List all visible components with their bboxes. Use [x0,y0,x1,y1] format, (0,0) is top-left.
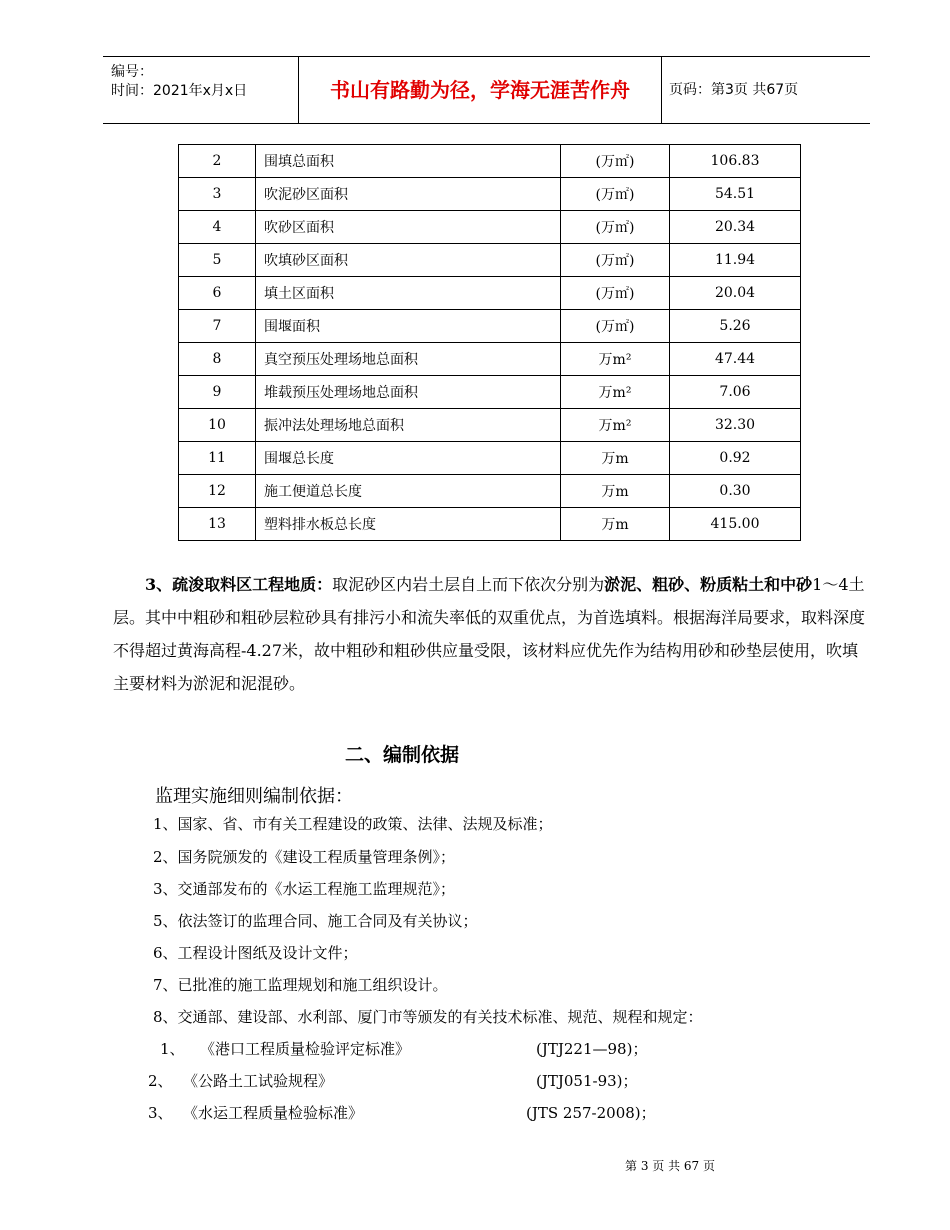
ref-title: 《水运工程质量检验标准》 [183,1104,364,1122]
row-value: 20.34 [670,211,801,244]
table-row [179,211,801,244]
row-unit: 万m [561,442,670,475]
row-value: 0.92 [670,442,801,475]
row-value: 11.94 [670,244,801,277]
area-table [178,144,801,541]
row-name: 填土区面积 [256,277,561,310]
row-name: 施工便道总长度 [256,475,561,508]
ref-code: (JTJ051-93)； [536,1072,638,1090]
ref-title: 《港口工程质量检验评定标准》 [200,1040,411,1058]
section3-text-2: 1～4土层。其中中粗砂和粗砂层粒砂具有排污小和流失率低的双重优点，为首选填料。根据海洋局要求，取料深度不得超过黄海高程-4.27米，故中粗砂和粗砂供应量受限，该材料应优先作为结构用砂和砂垫层使用，吹填主要材料为淤泥和泥混砂。 [113,575,866,693]
row-name: 真空预压处理场地总面积 [256,343,561,376]
row-number: 12 [179,475,256,508]
basis-item: 1、国家、省、市有关工程建设的政策、法律、法规及标准； [153,815,553,833]
basis-item: 2、国务院颁发的《建设工程质量管理条例》； [153,848,456,866]
page-info: 页码：第3页 共67页 [669,82,799,98]
row-unit: (万㎡) [561,310,670,343]
row-unit: 万m [561,508,670,541]
row-name: 吹填砂区面积 [256,244,561,277]
basis-item: 6、工程设计图纸及设计文件； [153,944,358,962]
row-unit: 万m² [561,409,670,442]
row-number: 7 [179,310,256,343]
row-number: 8 [179,343,256,376]
ref-no: 3、 [148,1104,173,1122]
row-unit: 万m [561,475,670,508]
row-name: 围堰面积 [256,310,561,343]
ref-no: 2、 [148,1072,173,1090]
row-name: 塑料排水板总长度 [256,508,561,541]
header-left-cell [103,57,299,123]
ref-code: (JTS 257-2008)； [526,1104,656,1122]
row-value: 20.04 [670,277,801,310]
row-value: 0.30 [670,475,801,508]
motto: 书山有路勤为径，学海无涯苦作舟 [299,57,662,123]
row-unit: (万㎡) [561,277,670,310]
number-label: 编号： [111,64,153,80]
row-value: 47.44 [670,343,801,376]
row-value: 54.51 [670,178,801,211]
row-value: 5.26 [670,310,801,343]
row-number: 11 [179,442,256,475]
row-name: 吹泥砂区面积 [256,178,561,211]
row-unit: (万㎡) [561,244,670,277]
section-heading: 二、编制依据 [345,744,460,766]
row-unit: (万㎡) [561,145,670,178]
basis-item: 5、依法签订的监理合同、施工合同及有关协议； [153,912,478,930]
table-row [179,376,801,409]
row-unit: 万m² [561,376,670,409]
table-row [179,145,801,178]
table-row [179,178,801,211]
row-name: 振冲法处理场地总面积 [256,409,561,442]
row-name: 围堰总长度 [256,442,561,475]
table-row [179,409,801,442]
row-name: 吹砂区面积 [256,211,561,244]
section3-bold: 淤泥、粗砂、粉质粘土和中砂 [604,575,813,594]
time-label: 时间：2021年x月x日 [111,83,248,99]
page-header [103,56,870,124]
table-row [179,244,801,277]
row-name: 围填总面积 [256,145,561,178]
basis-item: 8、交通部、建设部、水利部、厦门市等颁发的有关技术标准、规范、规程和规定： [153,1008,703,1026]
section3-text-1: 取泥砂区内岩土层自上而下依次分别为 [332,575,605,594]
row-value: 415.00 [670,508,801,541]
row-unit: (万㎡) [561,211,670,244]
table-row [179,343,801,376]
section3-title: 3、疏浚取料区工程地质： [145,575,333,594]
row-number: 6 [179,277,256,310]
row-number: 10 [179,409,256,442]
table-row [179,475,801,508]
row-value: 7.06 [670,376,801,409]
table-row [179,442,801,475]
ref-title: 《公路土工试验规程》 [183,1072,334,1090]
row-number: 3 [179,178,256,211]
row-unit: 万m² [561,343,670,376]
ref-code: (JTJ221—98)； [536,1040,648,1058]
table-row [179,508,801,541]
row-value: 32.30 [670,409,801,442]
row-number: 5 [179,244,256,277]
table-row [179,310,801,343]
basis-intro: 监理实施细则编制依据： [155,786,353,807]
section3-paragraph [113,568,873,700]
row-number: 2 [179,145,256,178]
row-unit: (万㎡) [561,178,670,211]
row-number: 13 [179,508,256,541]
row-name: 堆载预压处理场地总面积 [256,376,561,409]
page-footer: 第 3 页 共 67 页 [625,1159,715,1173]
row-number: 9 [179,376,256,409]
ref-no: 1、 [160,1040,185,1058]
row-number: 4 [179,211,256,244]
basis-item: 7、已批准的施工监理规划和施工组织设计。 [153,976,448,994]
basis-item: 3、交通部发布的《水运工程施工监理规范》； [153,880,456,898]
table-row [179,277,801,310]
row-value: 106.83 [670,145,801,178]
